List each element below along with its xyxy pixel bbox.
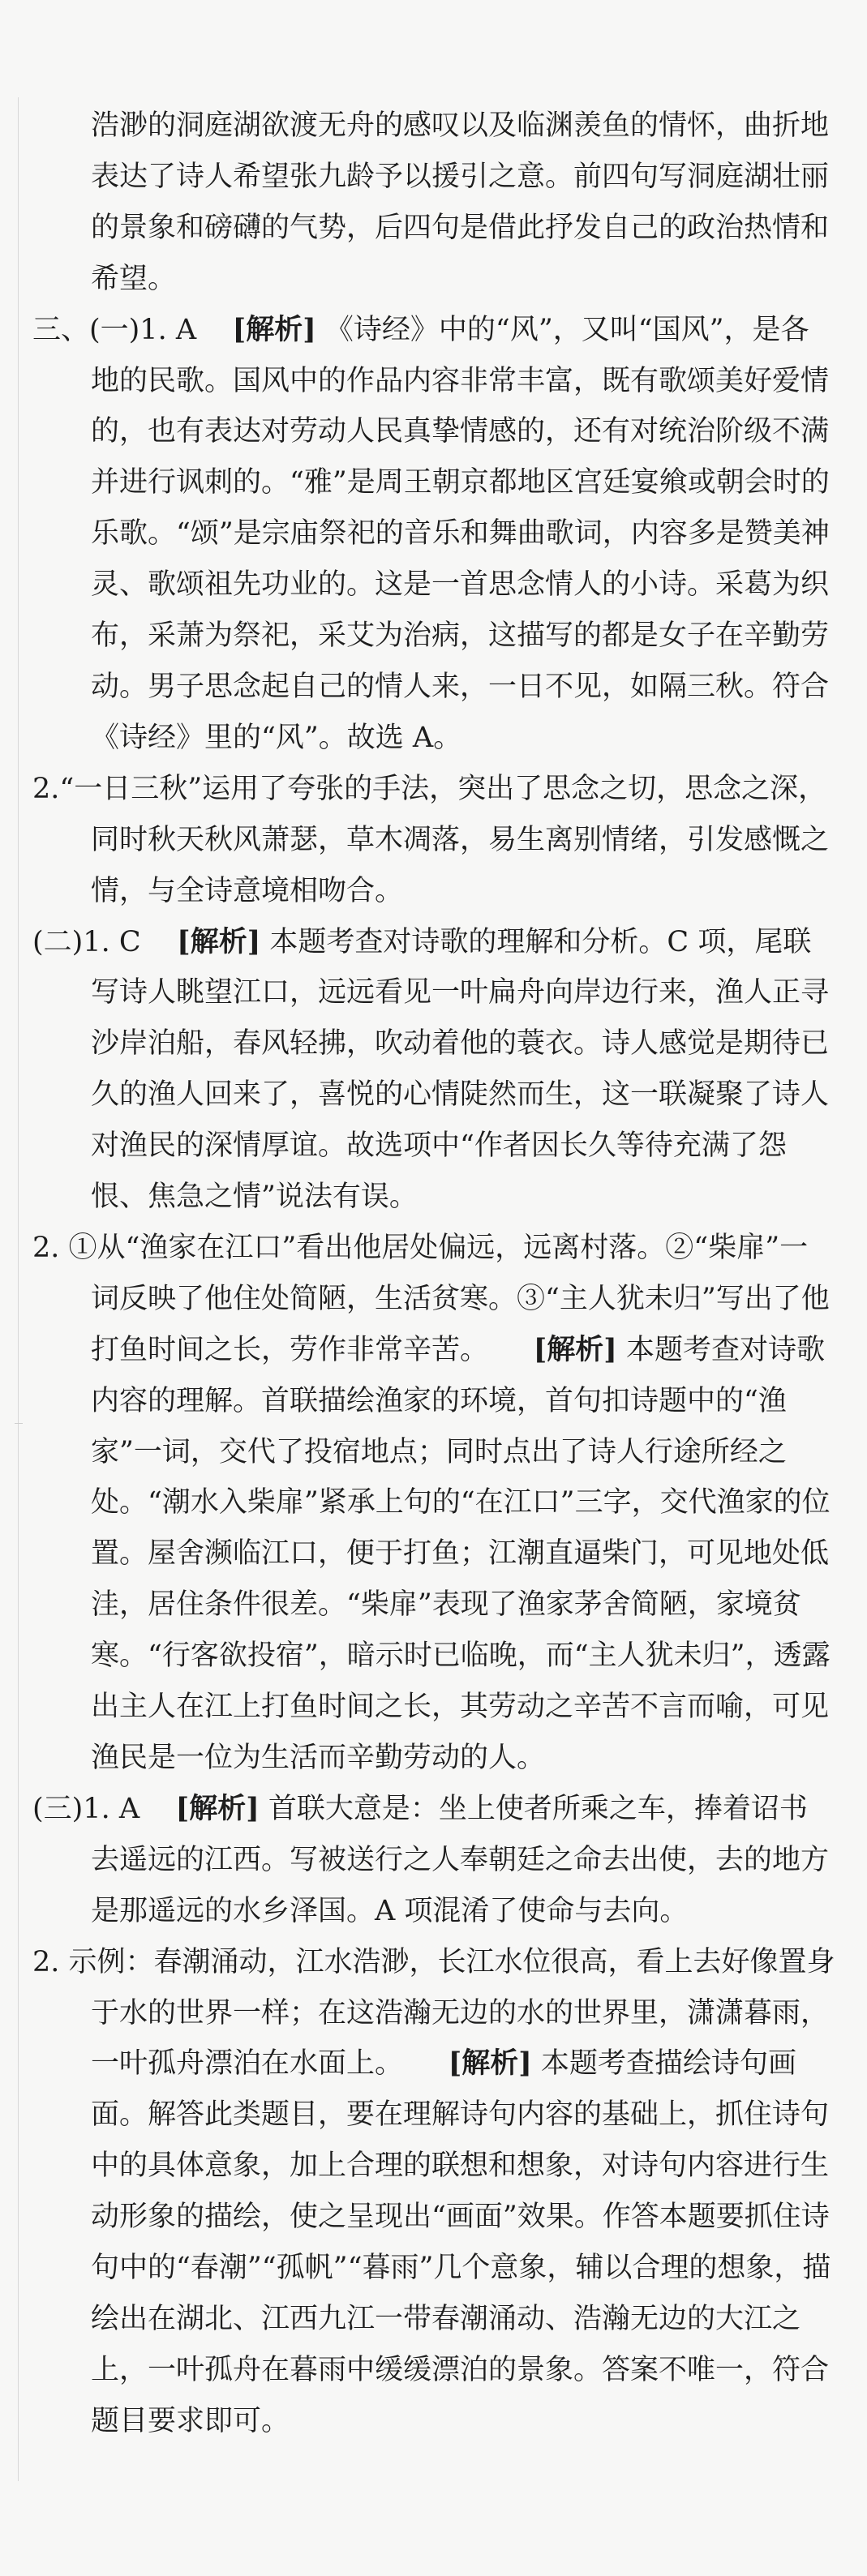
analysis-tag: [解析]	[177, 924, 261, 958]
paragraph-section-3-2-q1	[32, 917, 835, 1223]
paragraph-text: 本题考查对诗歌的理解和分析。C 项，尾联写诗人眺望江口，远远看见一叶扁舟向岸边行来，渔人正寻沙岸泊船，春风轻拂，吹动着他的蓑衣。诗人感觉是期待已久的渔人回来了，喜悦的心情陡然而生，这一联凝聚了诗人对渔民的深情厚谊。故选项中“作者因长久等待充满了怨恨、焦急之情”说法有误。	[91, 925, 830, 1214]
analysis-tag: [解析]	[232, 312, 316, 346]
spacer	[148, 1793, 166, 1825]
question-label: (三)1. A	[32, 1792, 140, 1825]
paragraph-section-3-2-q2	[32, 1223, 835, 1784]
paragraph-text: 2. 示例：春潮涌动，江水浩渺，长江水位很高，看上去好像置身于水的世界一样；在这浩瀚无边的水的世界里，潇潇暮雨，一叶孤舟漂泊在水面上。	[32, 1945, 835, 2081]
paragraph-text: 《诗经》中的“风”，又叫“国风”，是各地的民歌。国风中的作品内容非常丰富，既有歌颂美好爱情的，也有表达对劳动人民真挚情感的，还有对统治阶级不满并进行讽刺的。“雅”是周王朝京都地区宫廷宴飨或朝会时的乐歌。“颂”是宗庙祭祀的音乐和舞曲歌词，内容多是赞美神灵、歌颂祖先功业的。这是一首思念情人的小诗。采葛为织布，采萧为祭祀，采艾为治病，这描写的都是女子在辛勤劳动。男子思念起自己的情人来，一日不见，如隔三秋。符合《诗经》里的“风”。故选 A。	[91, 313, 830, 754]
paragraph-text: 浩渺的洞庭湖欲渡无舟的感叹以及临渊羡鱼的情怀，曲折地表达了诗人希望张九龄予以援引之意。前四句写洞庭湖壮丽的景象和磅礴的气势，后四句是借此抒发自己的政治热情和希望。	[91, 109, 830, 295]
paragraph-section-3-1-q2	[32, 764, 835, 917]
spacer	[205, 314, 223, 346]
paragraph-section-3-3-q1	[32, 1784, 835, 1937]
page-edge-line	[18, 97, 19, 2481]
spacer	[497, 1334, 524, 1366]
analysis-tag: [解析]	[448, 2047, 532, 2081]
spacer	[150, 926, 168, 958]
paragraph-text: 2. ①从“渔家在江口”看出他居处偏远，远离村落。②“柴扉”一词反映了他住处简陋，生活贫寒。③“主人犹未归”写出了他打鱼时间之长，劳作非常辛苦。	[32, 1231, 830, 1366]
paragraph-section-3-3-q2	[32, 1937, 835, 2447]
paragraph-text: 本题考查对诗歌内容的理解。首联描绘渔家的环境，首句扣诗题中的“渔家”一词，交代了投宿地点；同时点出了诗人行途所经之处。“潮水入柴扉”紧承上句的“在江口”三字，交代渔家的位置。屋舍濒临江口，便于打鱼；江潮直逼柴门，可见地处低洼，居住条件很差。“柴扉”表现了渔家茅舍简陋，家境贫寒。“行客欲投宿”，暗示时已临晚，而“主人犹未归”，透露出主人在江上打鱼时间之长，其劳动之辛苦不言而喻，可见渔民是一位为生活而辛勤劳动的人。	[91, 1333, 831, 1774]
paragraph-poem-analysis-continued	[32, 101, 835, 305]
paragraph-text: 2.“一日三秋”运用了夸张的手法，突出了思念之切，思念之深，同时秋天秋风萧瑟，草木凋落，易生离别情绪，引发感慨之情，与全诗意境相吻合。	[32, 772, 830, 907]
paragraph-text: 首联大意是：坐上使者所乘之车，捧着诏书去遥远的江西。写被送行之人奉朝廷之命去出使，去的地方是那遥远的水乡泽国。A 项混淆了使命与去向。	[91, 1792, 830, 1927]
analysis-tag: [解析]	[175, 1791, 260, 1825]
margin-tick	[15, 1423, 23, 1424]
question-label: (二)1. C	[32, 925, 141, 958]
answer-content	[32, 101, 835, 2447]
paragraph-section-3-1-q1	[32, 305, 835, 764]
paragraph-text: 本题考查描绘诗句画面。解答此类题目，要在理解诗句内容的基础上，抓住诗句中的具体意象，加上合理的联想和想象，对诗句内容进行生动形象的描绘，使之呈现出“画面”效果。作答本题要抓住诗句中的“春潮”“孤帆”“暮雨”几个意象，辅以合理的想象，描绘出在湖北、江西九江一带春潮涌动、浩瀚无边的大江之上，一叶孤舟在暮雨中缓缓漂泊的景象。答案不唯一，符合题目要求即可。	[91, 2047, 831, 2437]
question-label: 三、(一)1. A	[32, 313, 197, 346]
spacer	[412, 2047, 439, 2080]
analysis-tag: [解析]	[533, 1332, 617, 1366]
